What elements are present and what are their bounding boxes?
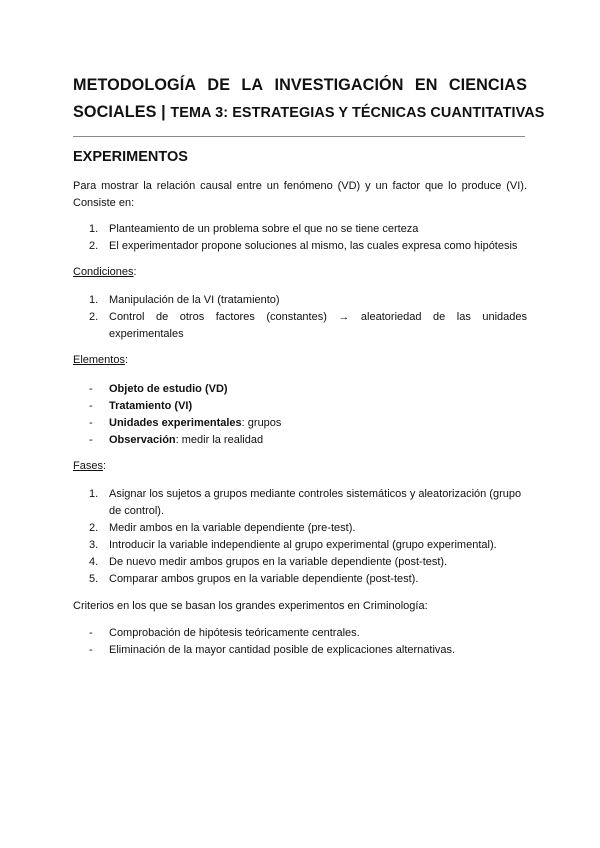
list-item <box>73 520 527 537</box>
elementos-list <box>73 381 527 449</box>
intro-line-2: Consiste en: <box>73 197 135 209</box>
list-text-line: experimentales <box>109 328 184 340</box>
list-text: Medir ambos en la variable dependiente (pre-test). <box>109 522 356 534</box>
header-divider <box>73 136 525 137</box>
header-word: LA <box>241 76 264 94</box>
criterios-list <box>73 625 527 659</box>
list-text <box>109 309 527 343</box>
section-title: EXPERIMENTOS <box>73 149 188 165</box>
list-item <box>73 381 527 398</box>
list-item <box>73 432 527 449</box>
intro-line-1: Para mostrar la relación causal entre un fenómeno (VD) y un factor que lo produce (VI). <box>73 180 527 192</box>
list-text: El experimentador propone soluciones al mismo, las cuales expresa como hipótesis <box>109 240 518 252</box>
list-number: 1. <box>89 223 99 235</box>
list-number: 1. <box>89 488 99 500</box>
header-word: CIENCIAS <box>448 76 527 94</box>
list-text: Manipulación de la VI (tratamiento) <box>109 294 280 306</box>
document-header <box>73 72 545 127</box>
list-text: Planteamiento de un problema sobre el que no se tiene certeza <box>109 223 419 235</box>
consiste-list <box>73 221 527 255</box>
list-number: 4. <box>89 556 99 568</box>
condiciones-label: Condiciones <box>73 266 134 278</box>
list-item <box>73 221 527 238</box>
list-text: De nuevo medir ambos grupos en la variable dependiente (post-test). <box>109 556 448 568</box>
list-text-bold: Observación <box>109 434 176 446</box>
list-item <box>73 238 527 255</box>
bullet-dash: - <box>89 434 93 446</box>
list-text <box>109 415 527 432</box>
list-item <box>73 398 527 415</box>
list-text-rest: : medir la realidad <box>175 434 264 446</box>
bullet-dash: - <box>89 627 93 639</box>
list-item <box>73 415 527 432</box>
criterios-intro: Criterios en los que se basan los grandes experimentos en Criminología: <box>73 600 428 612</box>
heading-colon: : <box>133 266 137 278</box>
list-text: Comprobación de hipótesis teóricamente centrales. <box>109 627 360 639</box>
header-line-1 <box>73 72 527 99</box>
list-item <box>73 642 527 659</box>
list-number: 2. <box>89 522 99 534</box>
list-item <box>73 571 527 588</box>
bullet-dash: - <box>89 644 93 656</box>
list-text <box>109 381 527 398</box>
list-text: Comparar ambos grupos en la variable dependiente (post-test). <box>109 573 419 585</box>
list-text: Eliminación de la mayor cantidad posible de explicaciones alternativas. <box>109 644 456 656</box>
header-word: INVESTIGACIÓN <box>274 76 404 94</box>
list-number: 2. <box>89 311 99 323</box>
bullet-dash: - <box>89 400 93 412</box>
header-word: EN <box>414 76 438 94</box>
list-text-rest: : grupos <box>241 417 282 429</box>
list-text: Introducir la variable independiente al grupo experimental (grupo experimental). <box>109 539 497 551</box>
list-text: Asignar los sujetos a grupos mediante controles sistemáticos y aleatorización (grupo de control). <box>109 488 522 517</box>
list-number: 2. <box>89 240 99 252</box>
heading-colon: : <box>124 354 129 366</box>
list-item <box>73 625 527 642</box>
header-topic: TEMA 3: ESTRATEGIAS Y TÉCNICAS CUANTITATIVAS <box>170 105 545 121</box>
header-word: DE <box>207 76 231 94</box>
header-word: METODOLOGÍA <box>73 76 197 94</box>
list-item <box>73 554 527 571</box>
list-item <box>73 309 527 343</box>
list-number: 3. <box>89 539 99 551</box>
fases-heading <box>73 460 106 472</box>
header-line-2 <box>73 99 545 127</box>
list-item <box>73 486 527 520</box>
list-item <box>73 292 527 309</box>
list-text-line: Control de otros factores (constantes) → aleatoriedad de las unidades <box>109 311 527 323</box>
list-item <box>73 537 527 554</box>
fases-list <box>73 486 527 588</box>
list-text <box>109 398 527 415</box>
condiciones-list <box>73 292 527 343</box>
list-text-bold: Objeto de estudio (VD) <box>109 383 228 395</box>
bullet-dash: - <box>89 383 93 395</box>
fases-label: Fases <box>73 460 103 472</box>
elementos-heading <box>73 354 128 366</box>
list-number: 1. <box>89 294 99 306</box>
bullet-dash: - <box>89 417 93 429</box>
list-number: 5. <box>89 573 99 585</box>
condiciones-heading <box>73 266 137 278</box>
heading-colon: : <box>102 460 107 472</box>
header-course-end: SOCIALES | <box>73 103 171 121</box>
elementos-label: Elementos <box>73 354 125 366</box>
list-text-bold: Tratamiento (VI) <box>109 400 193 412</box>
list-text <box>109 432 527 449</box>
list-text-bold: Unidades experimentales <box>109 417 242 429</box>
